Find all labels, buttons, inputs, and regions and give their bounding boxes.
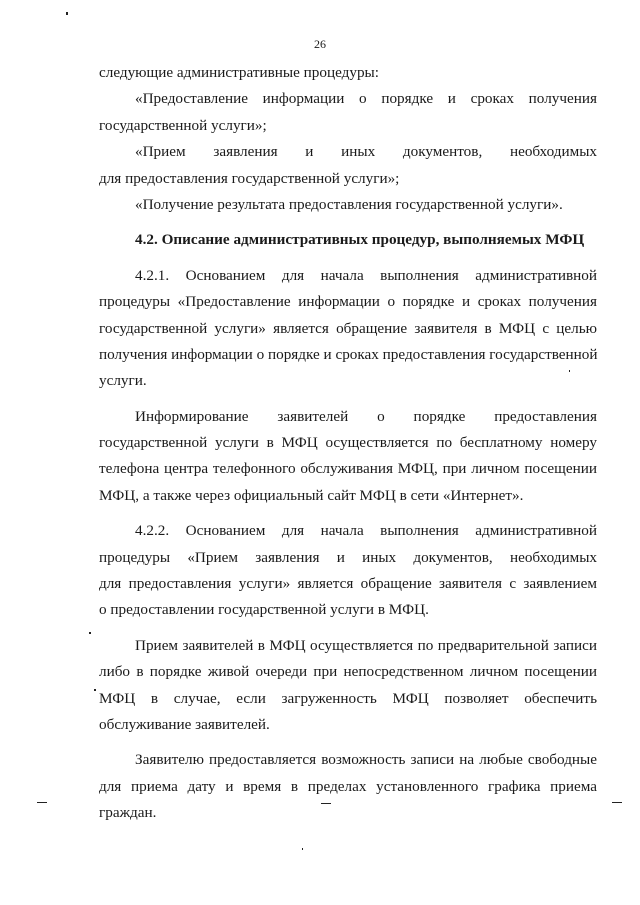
text-line: следующие административные процедуры: (99, 64, 379, 81)
text-line: Заявителю предоставляется возможность записи на любые свободные (135, 751, 597, 769)
scan-speck (569, 370, 570, 372)
scan-mark-left (37, 802, 47, 803)
text-line: 4.2.2. Основанием для начала выполнения административной (135, 522, 597, 540)
document-body (99, 60, 597, 827)
text-line: Информирование заявителей о порядке предоставления (135, 407, 597, 425)
scan-speck (89, 632, 91, 634)
scan-speck (302, 848, 303, 850)
scan-speck (94, 689, 96, 691)
text-line: процедуры «Предоставление информации о порядке и сроках получения (99, 293, 597, 311)
text-line: обслуживание заявителей. (99, 715, 270, 733)
text-line: для приема дату и время в пределах установленного графика приема (99, 777, 597, 795)
text-line: о предоставлении государственной услуги в МФЦ. (99, 601, 429, 619)
text-line: «Предоставление информации о порядке и сроках получения (135, 90, 597, 108)
text-line: государственной услуги» является обращение заявителя в МФЦ с целью (99, 319, 597, 337)
text-line: «Получение результата предоставления государственной услуги». (135, 195, 563, 213)
text-line: МФЦ в случае, если загруженность МФЦ позволяет обеспечить (99, 689, 597, 707)
section-heading: 4.2. Описание административных процедур, выполняемых МФЦ (135, 231, 585, 249)
text-line: государственной услуги»; (99, 116, 267, 134)
text-line: получения информации о порядке и сроках предоставления государственной (99, 345, 598, 363)
scan-mark-center (321, 803, 331, 804)
text-line: государственной услуги в МФЦ осуществляется по бесплатному номеру (99, 434, 597, 452)
text-line: граждан. (99, 804, 157, 822)
text-line: телефона центра телефонного обслуживания МФЦ, при личном посещении (99, 460, 597, 478)
scan-mark-right (612, 802, 622, 803)
scan-speck (66, 12, 68, 15)
text-line: Прием заявителей в МФЦ осуществляется по предварительной записи (135, 636, 597, 654)
text-line: 4.2.1. Основанием для начала выполнения административной (135, 266, 597, 284)
text-line: МФЦ, а также через официальный сайт МФЦ в сети «Интернет». (99, 486, 524, 504)
text-line: либо в порядке живой очереди при непосредственном личном посещении (99, 663, 597, 681)
text-line: услуги. (99, 372, 147, 390)
text-line: для предоставления государственной услуги»; (99, 169, 400, 187)
text-line: «Прием заявления и иных документов, необходимых (135, 143, 597, 161)
text-line: процедуры «Прием заявления и иных документов, необходимых (99, 548, 597, 566)
page-number: 26 (314, 37, 326, 51)
text-line: для предоставления услуги» является обращение заявителя с заявлением (99, 575, 597, 593)
